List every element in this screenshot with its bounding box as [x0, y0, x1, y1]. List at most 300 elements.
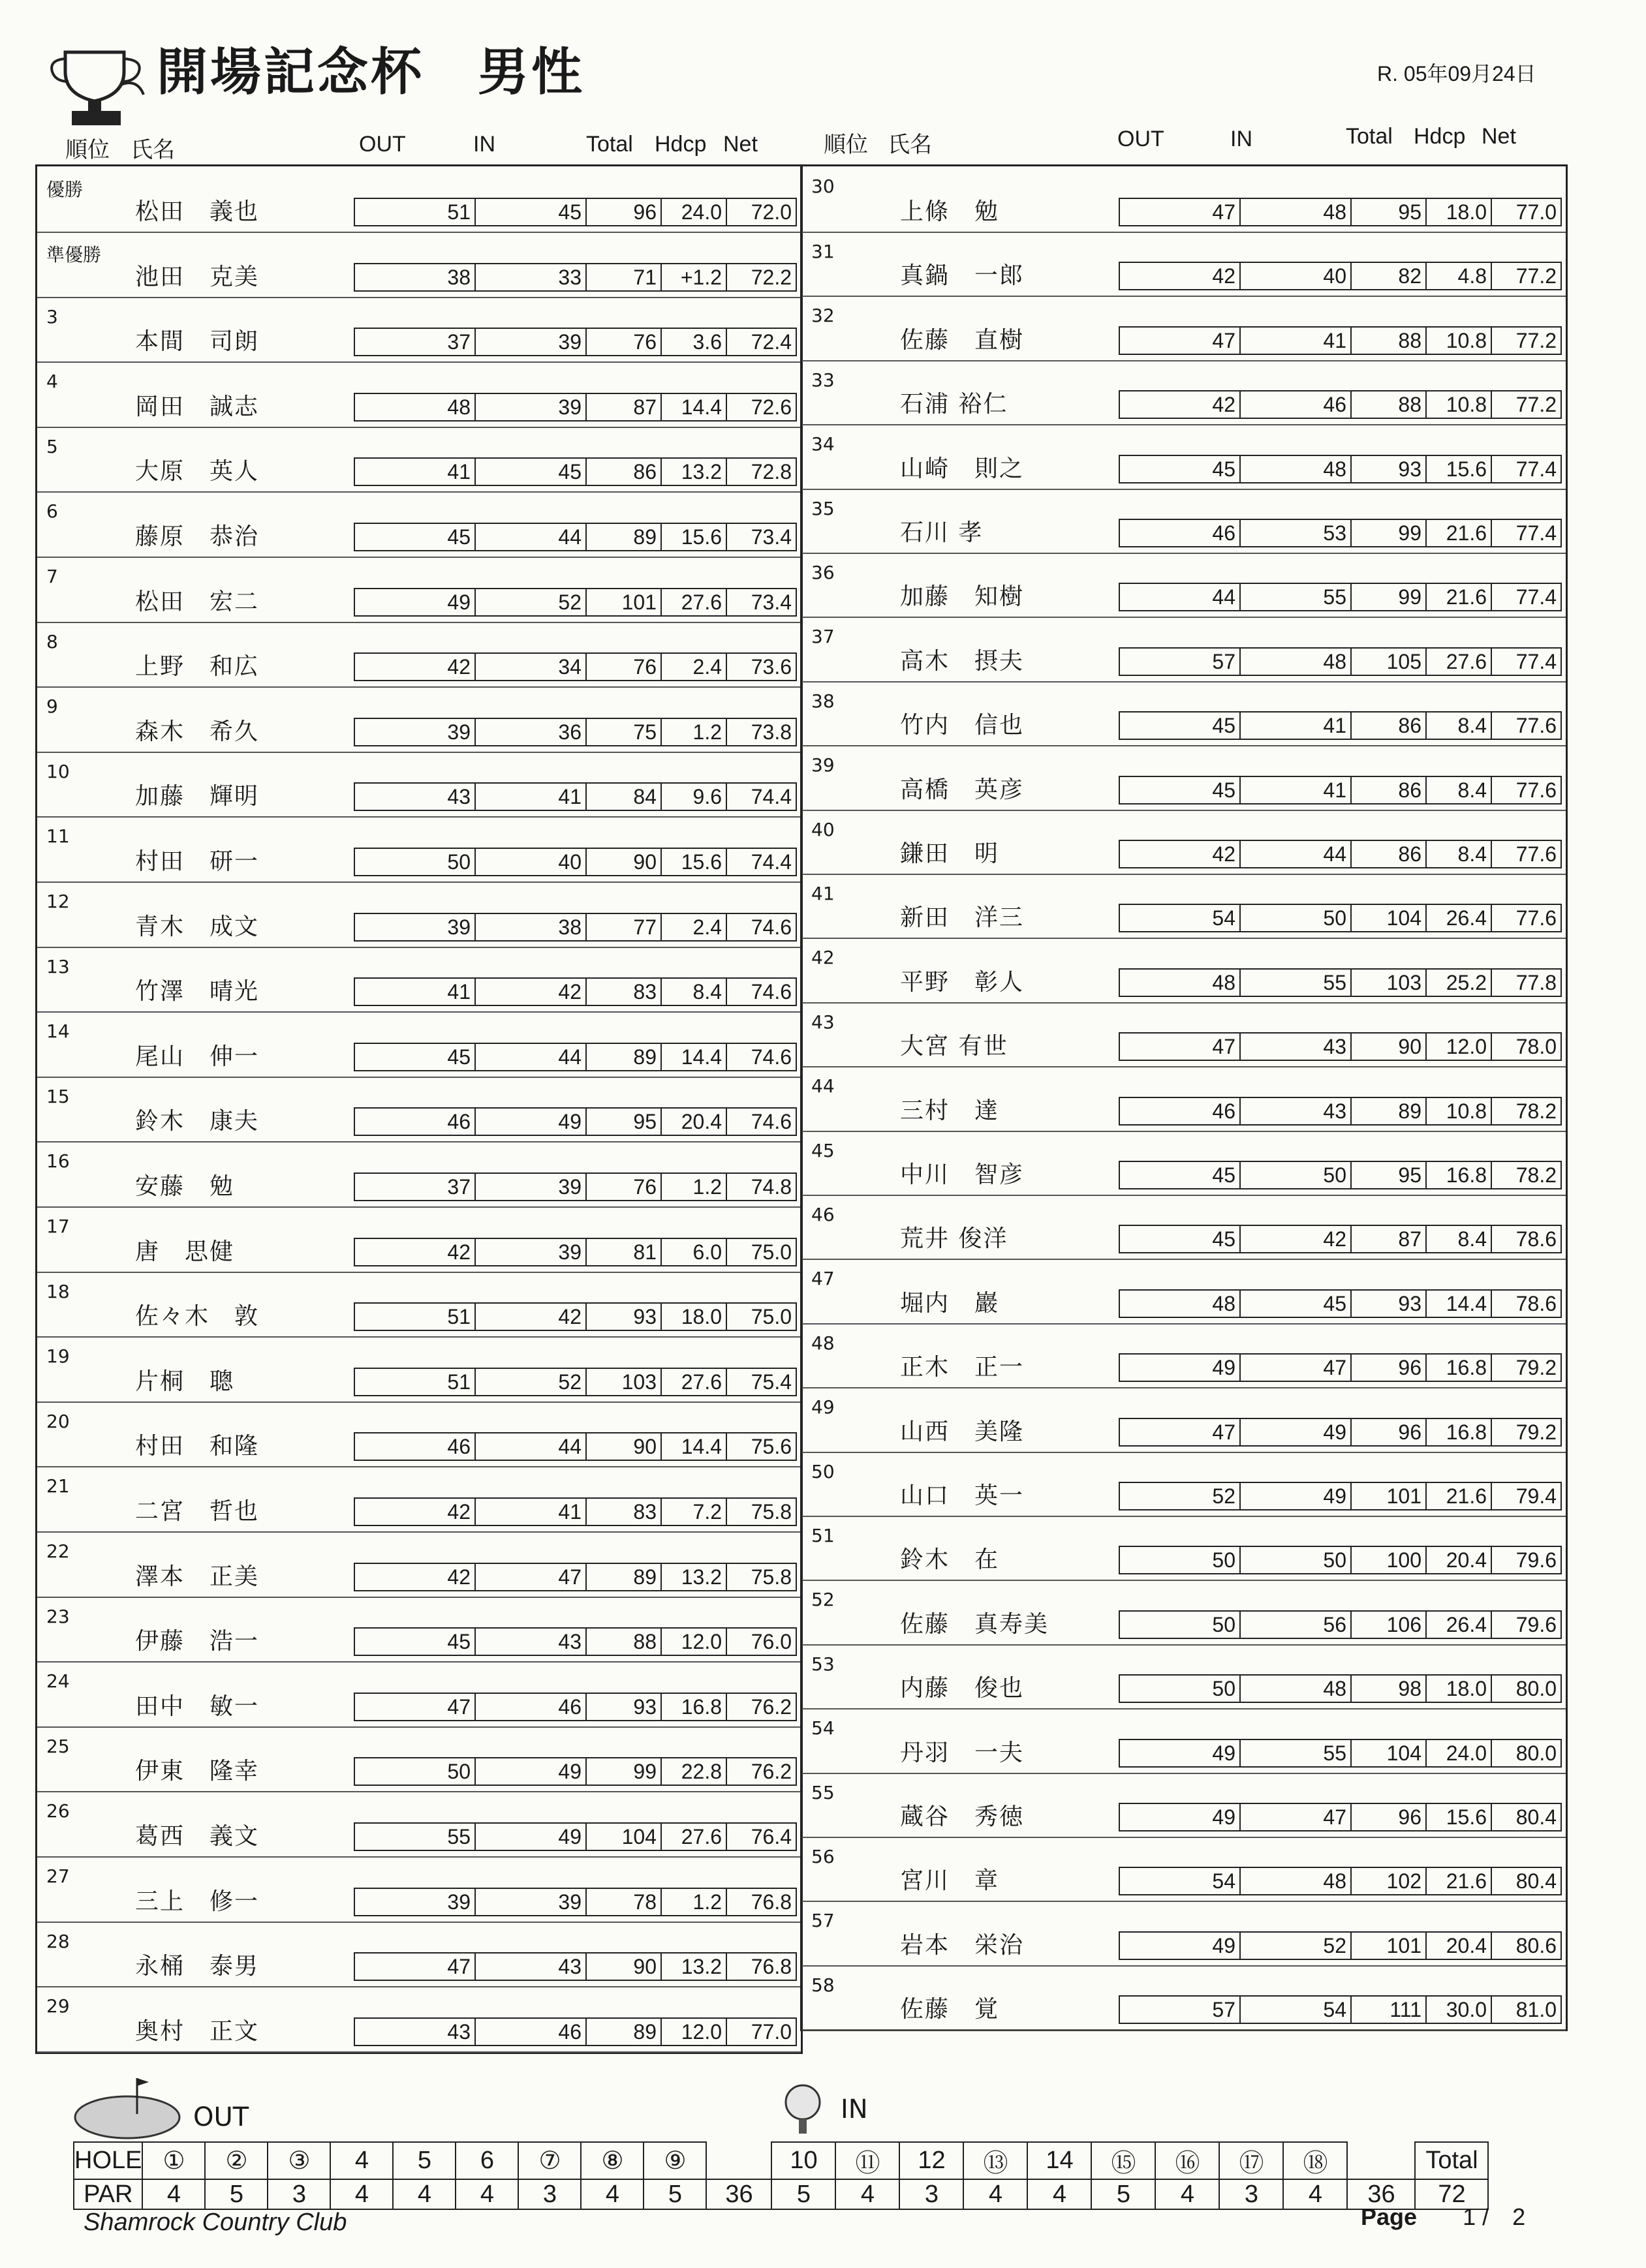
- hole-row: [74, 2142, 1488, 2179]
- hole-number: ⑧: [581, 2142, 644, 2179]
- score-box: [1119, 1867, 1562, 1895]
- total-score: 87: [1352, 1226, 1427, 1252]
- hdcp: 30.0: [1427, 1997, 1492, 2023]
- result-row: [802, 360, 1566, 425]
- rank: 30: [811, 176, 835, 197]
- total-score: 93: [1352, 456, 1427, 482]
- player-name: 池田 克美: [135, 263, 260, 290]
- net-score: 75.8: [751, 1499, 792, 1524]
- result-row: [37, 1141, 801, 1208]
- in-score: 48: [1241, 649, 1352, 675]
- player-name: 中川 智彦: [900, 1161, 1025, 1188]
- player-name: 松田 義也: [135, 198, 260, 225]
- in-score: 45: [476, 459, 587, 485]
- hdcp: 1.2: [662, 719, 727, 745]
- hole-number: ③: [268, 2142, 330, 2179]
- out-score: 49: [1120, 1355, 1241, 1381]
- result-row: [37, 427, 801, 493]
- rank: 46: [811, 1204, 835, 1225]
- out-score: 45: [355, 524, 476, 550]
- total-score: 99: [1352, 520, 1427, 546]
- player-name: 佐藤 覚: [900, 1996, 1000, 2023]
- hdcp: 21.6: [1427, 1483, 1492, 1509]
- result-row: [802, 166, 1566, 233]
- net-score: 75.0: [751, 1240, 792, 1264]
- result-row: [802, 232, 1566, 297]
- result-row: [37, 361, 801, 428]
- result-row: [37, 686, 801, 753]
- in-score: 48: [1241, 1676, 1352, 1702]
- par-value: 4: [963, 2179, 1027, 2209]
- hole-number: 6: [456, 2142, 518, 2179]
- rank: 13: [46, 955, 70, 977]
- results-column-left: [35, 164, 803, 2054]
- hdcp: 18.0: [1427, 199, 1492, 225]
- net-score: 74.4: [751, 785, 792, 809]
- player-name: 山西 美隆: [900, 1418, 1025, 1445]
- in-score: 42: [476, 979, 587, 1005]
- rank: 44: [811, 1075, 835, 1097]
- in-score: 43: [476, 1954, 587, 1980]
- net-score: 77.2: [1515, 393, 1557, 417]
- total-score: 96: [1352, 1419, 1427, 1445]
- hdcp: 16.8: [1427, 1419, 1492, 1445]
- par-value: 5: [644, 2179, 706, 2209]
- hdcp: 27.6: [662, 1369, 727, 1395]
- rank: 35: [811, 497, 835, 519]
- result-row: [37, 1402, 801, 1468]
- par-value: 4: [1027, 2179, 1091, 2209]
- trophy-icon: [46, 46, 150, 133]
- header-net-right: Net: [1482, 124, 1516, 149]
- total-score: 86: [1352, 777, 1427, 803]
- rank: 23: [46, 1605, 70, 1627]
- rank: 34: [811, 433, 835, 455]
- total-label: Total: [1415, 2142, 1488, 2179]
- hdcp: 10.8: [1427, 328, 1492, 354]
- result-row: [37, 1531, 801, 1598]
- net-score: 73.4: [751, 525, 792, 549]
- total-score: 96: [587, 199, 662, 225]
- par-value: 72: [1415, 2179, 1488, 2209]
- out-score: 37: [355, 329, 476, 355]
- in-score: 50: [1241, 1547, 1352, 1573]
- score-box: [1119, 390, 1562, 419]
- player-name: 丹羽 一夫: [900, 1739, 1025, 1766]
- in-score: 50: [1241, 905, 1352, 931]
- rank: 56: [811, 1846, 835, 1867]
- out-score: 57: [1120, 649, 1241, 675]
- out-score: 46: [355, 1109, 476, 1135]
- net-score: 72.8: [751, 460, 792, 484]
- rank: 50: [811, 1460, 835, 1482]
- rank: 26: [46, 1800, 70, 1822]
- in-score: 47: [476, 1564, 587, 1590]
- score-box: [354, 1368, 797, 1396]
- result-row: [37, 297, 801, 363]
- total-score: 76: [587, 329, 662, 355]
- in-score: 34: [476, 654, 587, 680]
- net-score: 76.2: [751, 1760, 792, 1784]
- in-score: 46: [476, 2019, 587, 2045]
- out-score: 45: [355, 1044, 476, 1070]
- hdcp: 15.6: [1427, 456, 1492, 482]
- total-score: 96: [1352, 1355, 1427, 1381]
- in-score: 33: [476, 264, 587, 290]
- total-score: 75: [587, 719, 662, 745]
- out-score: 49: [1120, 1740, 1241, 1766]
- player-name: 森木 希久: [135, 718, 260, 745]
- total-score: 95: [1352, 1162, 1427, 1188]
- score-box: [1119, 198, 1562, 226]
- result-row: [802, 745, 1566, 810]
- in-score: 42: [476, 1304, 587, 1330]
- player-name: 山崎 則之: [900, 455, 1025, 482]
- player-name: 加藤 輝明: [135, 783, 260, 810]
- total-score: 111: [1352, 1997, 1427, 2023]
- total-score: 104: [1352, 905, 1427, 931]
- club-name: Shamrock Country Club: [84, 2209, 347, 2236]
- net-score: 75.4: [751, 1370, 792, 1394]
- player-name: 安藤 勉: [135, 1172, 235, 1200]
- out-score: 55: [355, 1824, 476, 1850]
- header-out-right: OUT: [1117, 127, 1164, 151]
- rank: 17: [46, 1216, 70, 1237]
- results-column-right: [800, 164, 1568, 2031]
- rank: 29: [46, 1995, 70, 2017]
- player-name: 伊東 隆幸: [135, 1758, 260, 1785]
- total-score: 83: [587, 979, 662, 1005]
- rank: 31: [811, 241, 835, 262]
- total-score: 86: [1352, 713, 1427, 739]
- score-box: [354, 913, 797, 942]
- rank: 42: [811, 947, 835, 969]
- player-name: 佐藤 真寿美: [900, 1610, 1049, 1638]
- out-score: 41: [355, 979, 476, 1005]
- net-score: 72.4: [751, 330, 792, 354]
- hole-number: ②: [205, 2142, 268, 2179]
- total-score: 77: [587, 914, 662, 940]
- in-score: 39: [476, 1239, 587, 1265]
- rank: 優勝: [46, 179, 84, 200]
- rank: 55: [811, 1781, 835, 1803]
- net-score: 75.8: [751, 1565, 792, 1589]
- score-box: [354, 588, 797, 617]
- rank: 40: [811, 818, 835, 840]
- in-score: 41: [476, 1499, 587, 1525]
- rank: 12: [46, 891, 70, 912]
- rank: 11: [46, 825, 70, 848]
- out-score: 50: [1120, 1676, 1241, 1702]
- in-score: 42: [1241, 1226, 1352, 1252]
- player-name: 内藤 俊也: [900, 1675, 1025, 1702]
- player-name: 上野 和広: [135, 653, 260, 681]
- hdcp: 27.6: [1427, 649, 1492, 675]
- score-box: [1119, 1546, 1562, 1574]
- rank: 36: [811, 562, 835, 583]
- out-score: 42: [355, 1564, 476, 1590]
- in-score: 55: [1241, 1740, 1352, 1766]
- player-name: 岩本 栄治: [900, 1931, 1025, 1959]
- rank: 21: [46, 1475, 70, 1497]
- score-box: [1119, 1418, 1562, 1447]
- hole-number: 10: [771, 2142, 835, 2179]
- result-row: [37, 1661, 801, 1728]
- rank: 8: [46, 630, 58, 652]
- rank: 18: [46, 1280, 70, 1302]
- out-score: 45: [1120, 1226, 1241, 1252]
- player-name: 藤原 恭治: [135, 523, 260, 550]
- hdcp: +1.2: [662, 264, 727, 290]
- player-name: 本間 司朗: [135, 328, 260, 356]
- out-score: 39: [355, 719, 476, 745]
- total-score: 95: [587, 1109, 662, 1135]
- player-name: 村田 研一: [135, 848, 260, 875]
- in-score: 44: [1241, 841, 1352, 867]
- out-score: 42: [1120, 841, 1241, 867]
- in-score: 49: [476, 1758, 587, 1785]
- score-box: [354, 977, 797, 1006]
- rank: 14: [46, 1020, 70, 1043]
- hdcp: 20.4: [1427, 1547, 1492, 1573]
- player-name: 永桶 泰男: [135, 1953, 260, 1980]
- in-score: 49: [1241, 1419, 1352, 1445]
- out-score: 45: [1120, 713, 1241, 739]
- result-row: [802, 553, 1566, 618]
- rank: 43: [811, 1011, 835, 1033]
- hdcp: 25.2: [1427, 970, 1492, 996]
- hdcp: 8.4: [1427, 1226, 1492, 1252]
- total-score: 100: [1352, 1547, 1427, 1573]
- in-score: 41: [1241, 328, 1352, 354]
- score-box: [1119, 1482, 1562, 1510]
- player-name: 上條 勉: [900, 198, 1000, 225]
- player-name: 片桐 聰: [135, 1368, 235, 1395]
- score-box: [1119, 840, 1562, 868]
- rank: 39: [811, 754, 835, 776]
- hdcp: 1.2: [662, 1889, 727, 1915]
- total-score: 86: [587, 459, 662, 485]
- score-box: [1119, 583, 1562, 611]
- result-row: [37, 1336, 801, 1403]
- page-label: Page: [1361, 2203, 1418, 2230]
- score-box: [1119, 711, 1562, 740]
- rank: 6: [46, 500, 58, 523]
- total-score: 101: [587, 589, 662, 615]
- hole-number: ①: [142, 2142, 205, 2179]
- player-name: 新田 洋三: [900, 904, 1025, 932]
- result-row: [802, 1837, 1566, 1902]
- result-row: [37, 1986, 801, 2053]
- total-score: 104: [587, 1824, 662, 1850]
- out-score: 42: [1120, 263, 1241, 289]
- net-score: 80.0: [1515, 1741, 1557, 1765]
- rank: 19: [46, 1345, 70, 1368]
- score-box: [354, 1497, 797, 1526]
- out-score: 48: [355, 394, 476, 420]
- net-score: 79.2: [1515, 1420, 1557, 1444]
- result-row: [802, 1387, 1566, 1452]
- out-score: 57: [1120, 1997, 1241, 2023]
- score-box: [1119, 1353, 1562, 1382]
- in-score: 48: [1241, 199, 1352, 225]
- out-score: 41: [355, 459, 476, 485]
- total-score: 88: [1352, 328, 1427, 354]
- out-score: 42: [355, 1239, 476, 1265]
- par-value: 3: [899, 2179, 963, 2209]
- hdcp: 7.2: [662, 1499, 727, 1525]
- net-score: 74.8: [751, 1174, 792, 1199]
- player-name: 青木 成文: [135, 913, 260, 940]
- net-score: 73.8: [751, 720, 792, 744]
- in-score: 54: [1241, 1997, 1352, 2023]
- score-box: [1119, 519, 1562, 547]
- par-value: 5: [205, 2179, 268, 2209]
- result-row: [37, 1856, 801, 1923]
- in-score: 40: [1241, 263, 1352, 289]
- net-score: 77.4: [1515, 521, 1557, 545]
- out-score: 45: [355, 1629, 476, 1655]
- total-score: 96: [1352, 1804, 1427, 1830]
- score-box: [1119, 776, 1562, 805]
- par-value: 3: [268, 2179, 330, 2209]
- score-box: [1119, 904, 1562, 932]
- header-name-right: 氏名: [888, 132, 932, 157]
- net-score: 77.4: [1515, 457, 1557, 481]
- player-name: 石浦 裕仁: [900, 391, 1008, 418]
- hdcp: 18.0: [1427, 1676, 1492, 1702]
- par-value: 5: [1091, 2179, 1155, 2209]
- score-box: [354, 198, 797, 226]
- total-score: 71: [587, 264, 662, 290]
- hole-label: HOLE: [74, 2142, 142, 2179]
- hole-number: ⑦: [518, 2142, 581, 2179]
- player-name: 松田 宏二: [135, 588, 260, 615]
- result-row: [37, 1922, 801, 1988]
- result-row: [37, 1272, 801, 1338]
- hdcp: 20.4: [662, 1109, 727, 1135]
- header-in-right: IN: [1230, 127, 1252, 151]
- total-score: 101: [1352, 1483, 1427, 1509]
- total-score: 103: [1352, 970, 1427, 996]
- net-score: 77.2: [1515, 328, 1557, 352]
- score-box: [354, 1107, 797, 1136]
- total-score: 93: [587, 1694, 662, 1720]
- par-value: 4: [456, 2179, 518, 2209]
- net-score: 75.6: [751, 1435, 792, 1459]
- net-score: 77.4: [1515, 585, 1557, 609]
- result-row: [802, 1516, 1566, 1581]
- in-score: 46: [1241, 391, 1352, 418]
- in-score: 43: [476, 1629, 587, 1655]
- out-score: 47: [1120, 1419, 1241, 1445]
- net-score: 72.6: [751, 395, 792, 419]
- out-score: 49: [355, 589, 476, 615]
- hdcp: 12.0: [662, 1629, 727, 1655]
- rank: 52: [811, 1589, 835, 1611]
- out-score: 50: [1120, 1547, 1241, 1573]
- par-value: 4: [330, 2179, 393, 2209]
- hole-number: ⑰: [1219, 2142, 1283, 2179]
- result-row: [802, 1002, 1566, 1067]
- player-name: 三村 達: [900, 1097, 1000, 1124]
- result-row: [37, 752, 801, 818]
- total-score: 89: [1352, 1098, 1427, 1124]
- rank: 33: [811, 369, 835, 391]
- total-score: 102: [1352, 1868, 1427, 1894]
- rank: 16: [46, 1150, 70, 1172]
- result-row: [802, 938, 1566, 1003]
- hdcp: 10.8: [1427, 1098, 1492, 1124]
- player-name: 尾山 伸一: [135, 1043, 260, 1070]
- net-score: 72.0: [751, 200, 792, 224]
- net-score: 79.2: [1515, 1356, 1557, 1380]
- score-box: [1119, 1995, 1562, 2024]
- hdcp: 15.6: [662, 849, 727, 875]
- hdcp: 21.6: [1427, 1868, 1492, 1894]
- net-score: 81.0: [1515, 1998, 1557, 2022]
- in-score: 41: [1241, 777, 1352, 803]
- player-name: 大宮 有世: [900, 1033, 1008, 1060]
- hdcp: 16.8: [1427, 1355, 1492, 1381]
- hdcp: 18.0: [662, 1304, 727, 1330]
- result-row: [802, 1901, 1566, 1966]
- player-name: 荒井 俊洋: [900, 1225, 1008, 1253]
- score-box: [354, 1302, 797, 1331]
- total-score: 103: [587, 1369, 662, 1395]
- total-score: 84: [587, 784, 662, 810]
- rank: 57: [811, 1910, 835, 1932]
- score-box: [354, 718, 797, 746]
- player-name: 石川 孝: [900, 519, 984, 546]
- in-score: 36: [476, 719, 587, 745]
- total-score: 76: [587, 1174, 662, 1200]
- page-indicator: [1361, 2199, 1525, 2232]
- score-box: [354, 1693, 797, 1721]
- hdcp: 10.8: [1427, 391, 1492, 418]
- green-flag-icon: [65, 2072, 183, 2146]
- player-name: 鈴木 在: [900, 1546, 1000, 1574]
- hdcp: 16.8: [662, 1694, 727, 1720]
- net-score: 74.6: [751, 1045, 792, 1069]
- rank: 28: [46, 1930, 70, 1952]
- rank: 10: [46, 760, 70, 782]
- score-box: [1119, 1739, 1562, 1768]
- rank: 25: [46, 1735, 70, 1757]
- score-box: [1119, 1674, 1562, 1703]
- result-row: [37, 166, 801, 233]
- player-name: 三上 修一: [135, 1888, 260, 1915]
- out-score: 50: [1120, 1612, 1241, 1638]
- header-net-left: Net: [723, 132, 758, 157]
- total-score: 105: [1352, 649, 1427, 675]
- golf-ball-icon: [777, 2081, 835, 2143]
- score-box: [354, 328, 797, 356]
- score-box: [354, 457, 797, 486]
- score-box: [354, 1888, 797, 1916]
- result-row: [802, 617, 1566, 682]
- rank: 20: [46, 1410, 70, 1432]
- score-box: [354, 2017, 797, 2046]
- score-box: [354, 1238, 797, 1266]
- total-score: 81: [587, 1239, 662, 1265]
- rank: 49: [811, 1396, 835, 1418]
- out-score: 49: [1120, 1804, 1241, 1830]
- result-row: [802, 1066, 1566, 1131]
- result-row: [37, 622, 801, 688]
- score-box: [1119, 455, 1562, 483]
- net-score: 77.6: [1515, 778, 1557, 802]
